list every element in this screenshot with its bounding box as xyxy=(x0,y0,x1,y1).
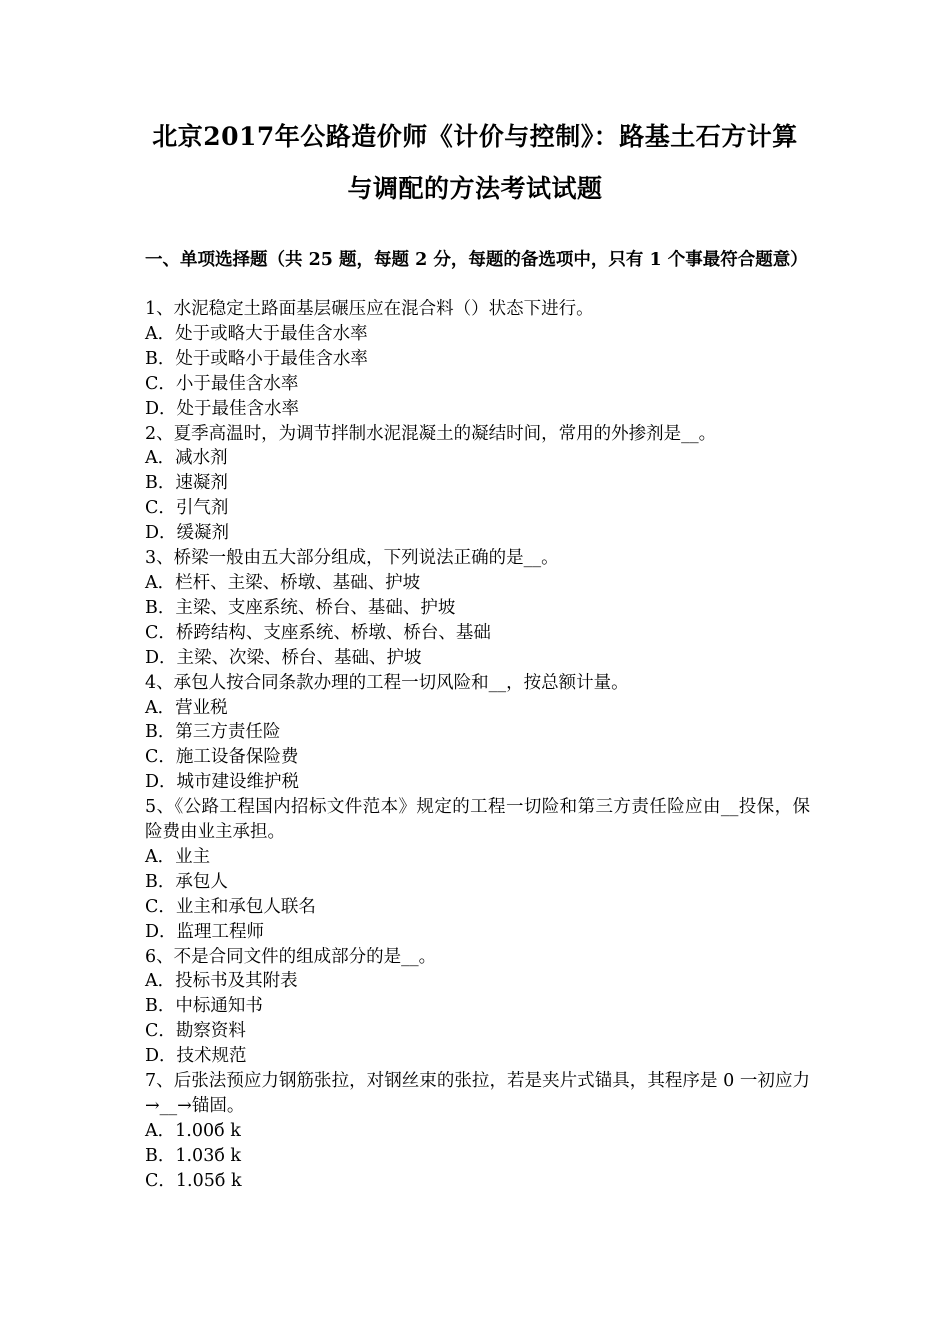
question-option: C．小于最佳含水率 xyxy=(145,373,299,394)
question-list xyxy=(145,297,810,1194)
section-heading: 一、单项选择题（共 25 题，每题 2 分，每题的备选项中，只有 1 个事最符合题意） xyxy=(145,250,808,270)
question-option: B．承包人 xyxy=(145,871,228,892)
question-option: D．处于最佳含水率 xyxy=(145,398,300,419)
question-option: C．1.05б k xyxy=(145,1170,242,1191)
question-stem: 4、承包人按合同条款办理的工程一切风险和__，按总额计量。 xyxy=(145,672,629,693)
question-stem: 2、夏季高温时，为调节拌制水泥混凝土的凝结时间，常用的外掺剂是__。 xyxy=(145,423,717,444)
question-option: D．城市建设维护税 xyxy=(145,772,300,793)
question-stem: 7、后张法预应力钢筋张拉，对钢丝束的张拉，若是夹片式锚具，其程序是 0 一初应力→__→锚固。 xyxy=(145,1071,810,1116)
question-option: B．中标通知书 xyxy=(145,996,263,1017)
question-option: A．栏杆、主梁、桥墩、基础、护坡 xyxy=(145,572,421,593)
question-option: C．施工设备保险费 xyxy=(145,747,299,768)
question-stem: 6、不是合同文件的组成部分的是__。 xyxy=(145,946,437,967)
question-stem: 1、水泥稳定土路面基层碾压应在混合料（）状态下进行。 xyxy=(145,299,594,319)
question-option: D．主梁、次梁、桥台、基础、护坡 xyxy=(145,647,422,668)
question-option: A．1.00б k xyxy=(145,1120,241,1141)
question-option: C．桥跨结构、支座系统、桥墩、桥台、基础 xyxy=(145,622,491,643)
question-option: D．缓凝剂 xyxy=(145,523,230,544)
question-option: A．减水剂 xyxy=(145,448,228,469)
question-option: C．勘察资料 xyxy=(145,1021,246,1042)
question-option: C．引气剂 xyxy=(145,498,229,519)
question-option: A．处于或略大于最佳含水率 xyxy=(145,323,368,344)
document-title-line-1: 北京2017年公路造价师《计价与控制》：路基土石方计算 xyxy=(152,122,798,151)
question-option: A．业主 xyxy=(145,846,211,867)
question-option: C．业主和承包人联名 xyxy=(145,896,316,917)
question-option: B．1.03б k xyxy=(145,1145,242,1166)
question-option: D．监理工程师 xyxy=(145,921,265,942)
question-option: B．主梁、支座系统、桥台、基础、护坡 xyxy=(145,597,456,618)
question-option: D．技术规范 xyxy=(145,1046,247,1067)
question-option: B．第三方责任险 xyxy=(145,722,281,743)
question-option: B．速凝剂 xyxy=(145,473,228,494)
document-title-line-2: 与调配的方法考试试题 xyxy=(347,174,603,203)
question-stem: 3、桥梁一般由五大部分组成，下列说法正确的是__。 xyxy=(145,548,559,569)
question-option: A．投标书及其附表 xyxy=(145,971,298,992)
question-option: A．营业税 xyxy=(145,697,228,718)
question-option: B．处于或略小于最佳含水率 xyxy=(145,348,368,369)
question-stem: 5、《公路工程国内招标文件范本》规定的工程一切险和第三方责任险应由__投保，保险费由业主承担。 xyxy=(145,797,810,843)
